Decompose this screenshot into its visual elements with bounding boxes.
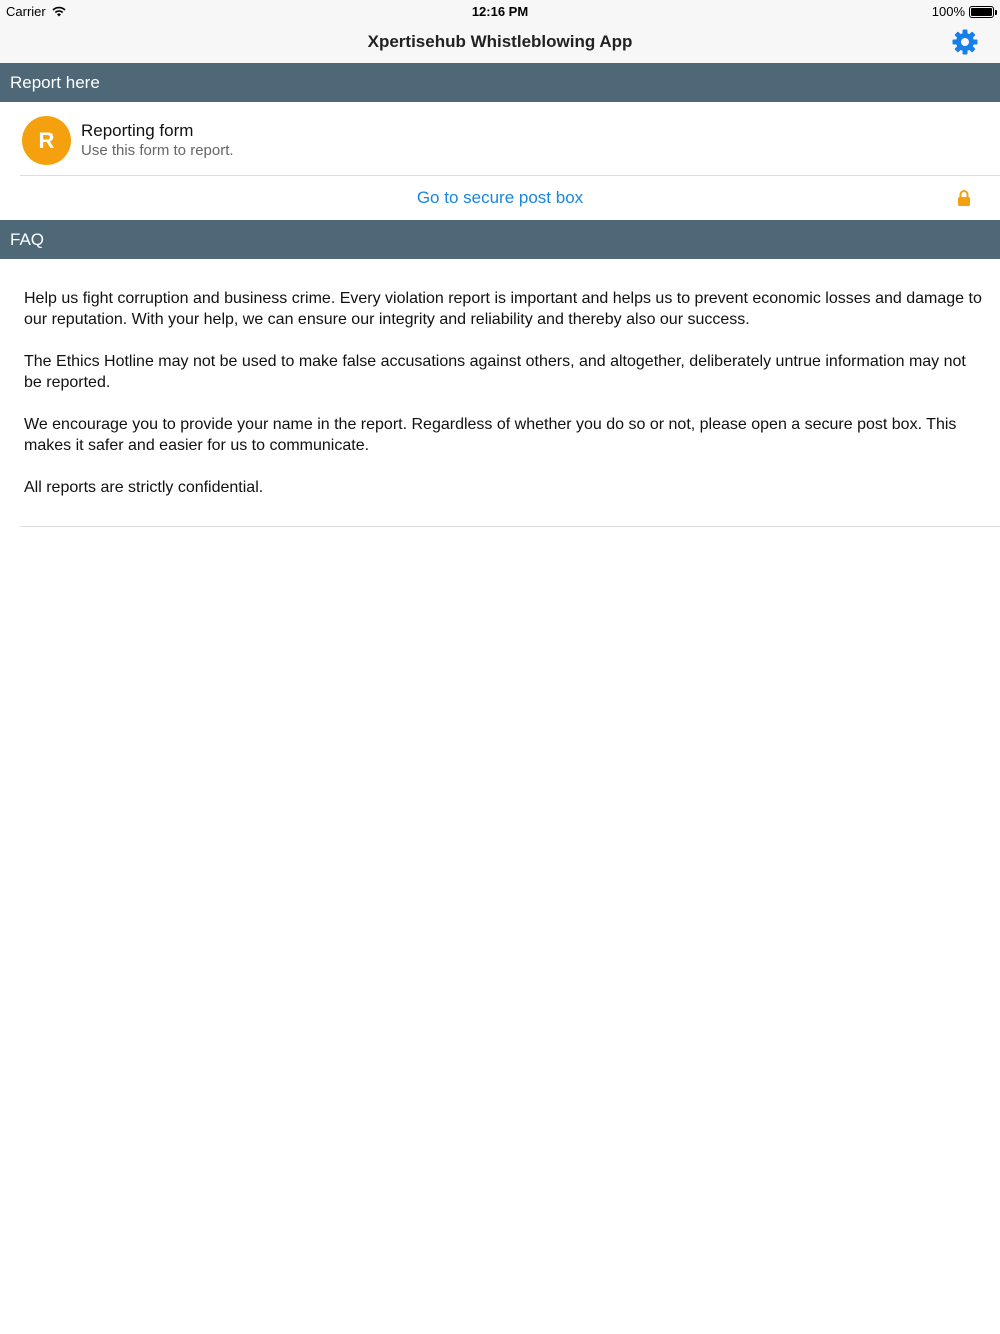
gear-icon [952, 29, 978, 55]
nav-bar [0, 22, 1000, 63]
report-section-header: Report here [0, 63, 1000, 102]
secure-post-box-row[interactable] [0, 176, 1000, 220]
faq-paragraph: All reports are strictly confidential. [24, 479, 264, 496]
status-bar [0, 0, 1000, 22]
avatar: R [22, 116, 71, 165]
reporting-form-subtitle: Use this form to report. [81, 142, 234, 159]
faq-body [24, 288, 984, 519]
settings-button[interactable] [950, 27, 980, 57]
divider [20, 526, 1000, 527]
faq-section-header: FAQ [0, 220, 1000, 259]
reporting-form-row[interactable] [0, 102, 1000, 176]
status-right [932, 4, 994, 19]
faq-paragraph: We encourage you to provide your name in the report. Regardless of whether you do so or not, please open a secure post box. This makes it safer and easier for us to communicate. [24, 416, 957, 454]
carrier-label: Carrier [6, 4, 46, 19]
reporting-form-title: Reporting form [81, 121, 194, 140]
faq-paragraph: Help us fight corruption and business crime. Every violation report is important and helps us to prevent economic losses and damage to our reputation. With your help, we can ensure our integrity and reliability and thereby also our success. [24, 290, 982, 328]
secure-post-box-link[interactable]: Go to secure post box [416, 188, 584, 207]
battery-percent: 100% [931, 4, 965, 19]
status-time: 12:16 PM [471, 4, 529, 19]
battery-icon [969, 6, 994, 18]
faq-paragraph: The Ethics Hotline may not be used to make false accusations against others, and altogether, deliberately untrue information may not be reported. [24, 353, 966, 391]
nav-title: Xpertisehub Whistleblowing App [367, 32, 633, 51]
lock-icon [957, 190, 971, 206]
